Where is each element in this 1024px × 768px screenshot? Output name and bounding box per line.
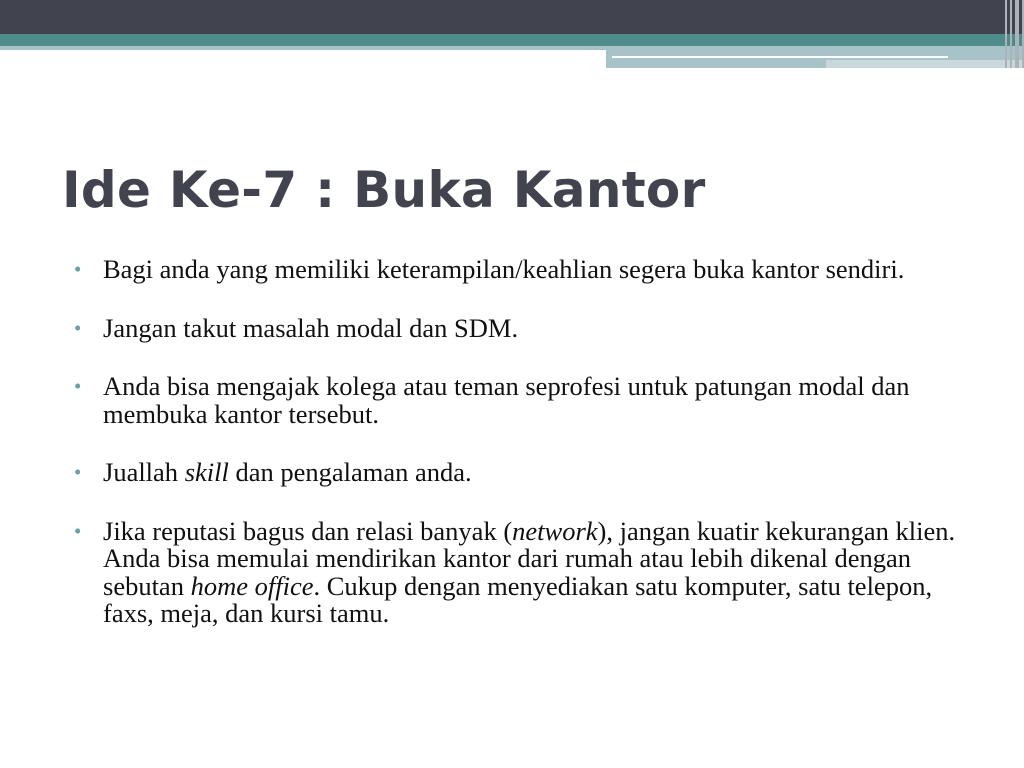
text-segment: dan pengalaman anda. [228,457,472,487]
italic-text: home office [190,570,314,601]
text-segment: . Cukup dengan menyediakan satu komputer, satu telepon, faxs, meja, dan kursi tamu. [103,570,933,628]
bullet-text [103,312,519,343]
bullet-text [103,459,472,487]
text-segment: ), jangan kuatir kekurangan klien. Anda bisa memulai mendirikan kantor dari rumah atau lebih dikenal dengan sebutan [103,515,956,601]
bullet-text [103,515,974,628]
bullet-dot-icon: • [74,460,82,484]
bullet-item [74,459,974,487]
header-vertical-stripes [994,0,1024,68]
italic-text: network [512,515,598,546]
slide-title: Ide Ke-7 : Buka Kantor [62,161,706,219]
italic-text: skill [184,457,229,487]
stripe [1010,0,1012,68]
bullet-item [74,312,974,343]
bullet-text [103,256,904,284]
text-segment: Jika reputasi bagus dan relasi banyak ( [103,515,513,546]
bullet-dot-icon: • [74,518,82,543]
bullet-item [74,256,974,284]
bullet-dot-icon: • [74,257,82,281]
header-band-light-left [0,46,606,50]
bullet-dot-icon: • [74,315,82,340]
bullet-list [74,256,974,659]
header-accent-line [612,56,948,58]
header-band-dark [0,0,1024,34]
text-segment: Bagi anda yang memiliki keterampilan/keahlian segera buka kantor sendiri. [103,254,905,284]
bullet-text [103,373,974,428]
stripe [1015,0,1019,68]
text-segment: Juallah [103,457,185,487]
bullet-item [74,515,974,628]
text-segment: Jangan takut masalah modal dan SDM. [103,312,519,343]
bullet-item [74,373,974,428]
text-segment: Anda bisa mengajak kolega atau teman seprofesi untuk patungan modal dan membuka kantor tersebut. [103,371,910,429]
header-band-teal [0,34,1024,46]
stripe [1005,0,1007,68]
bullet-dot-icon: • [74,374,82,398]
